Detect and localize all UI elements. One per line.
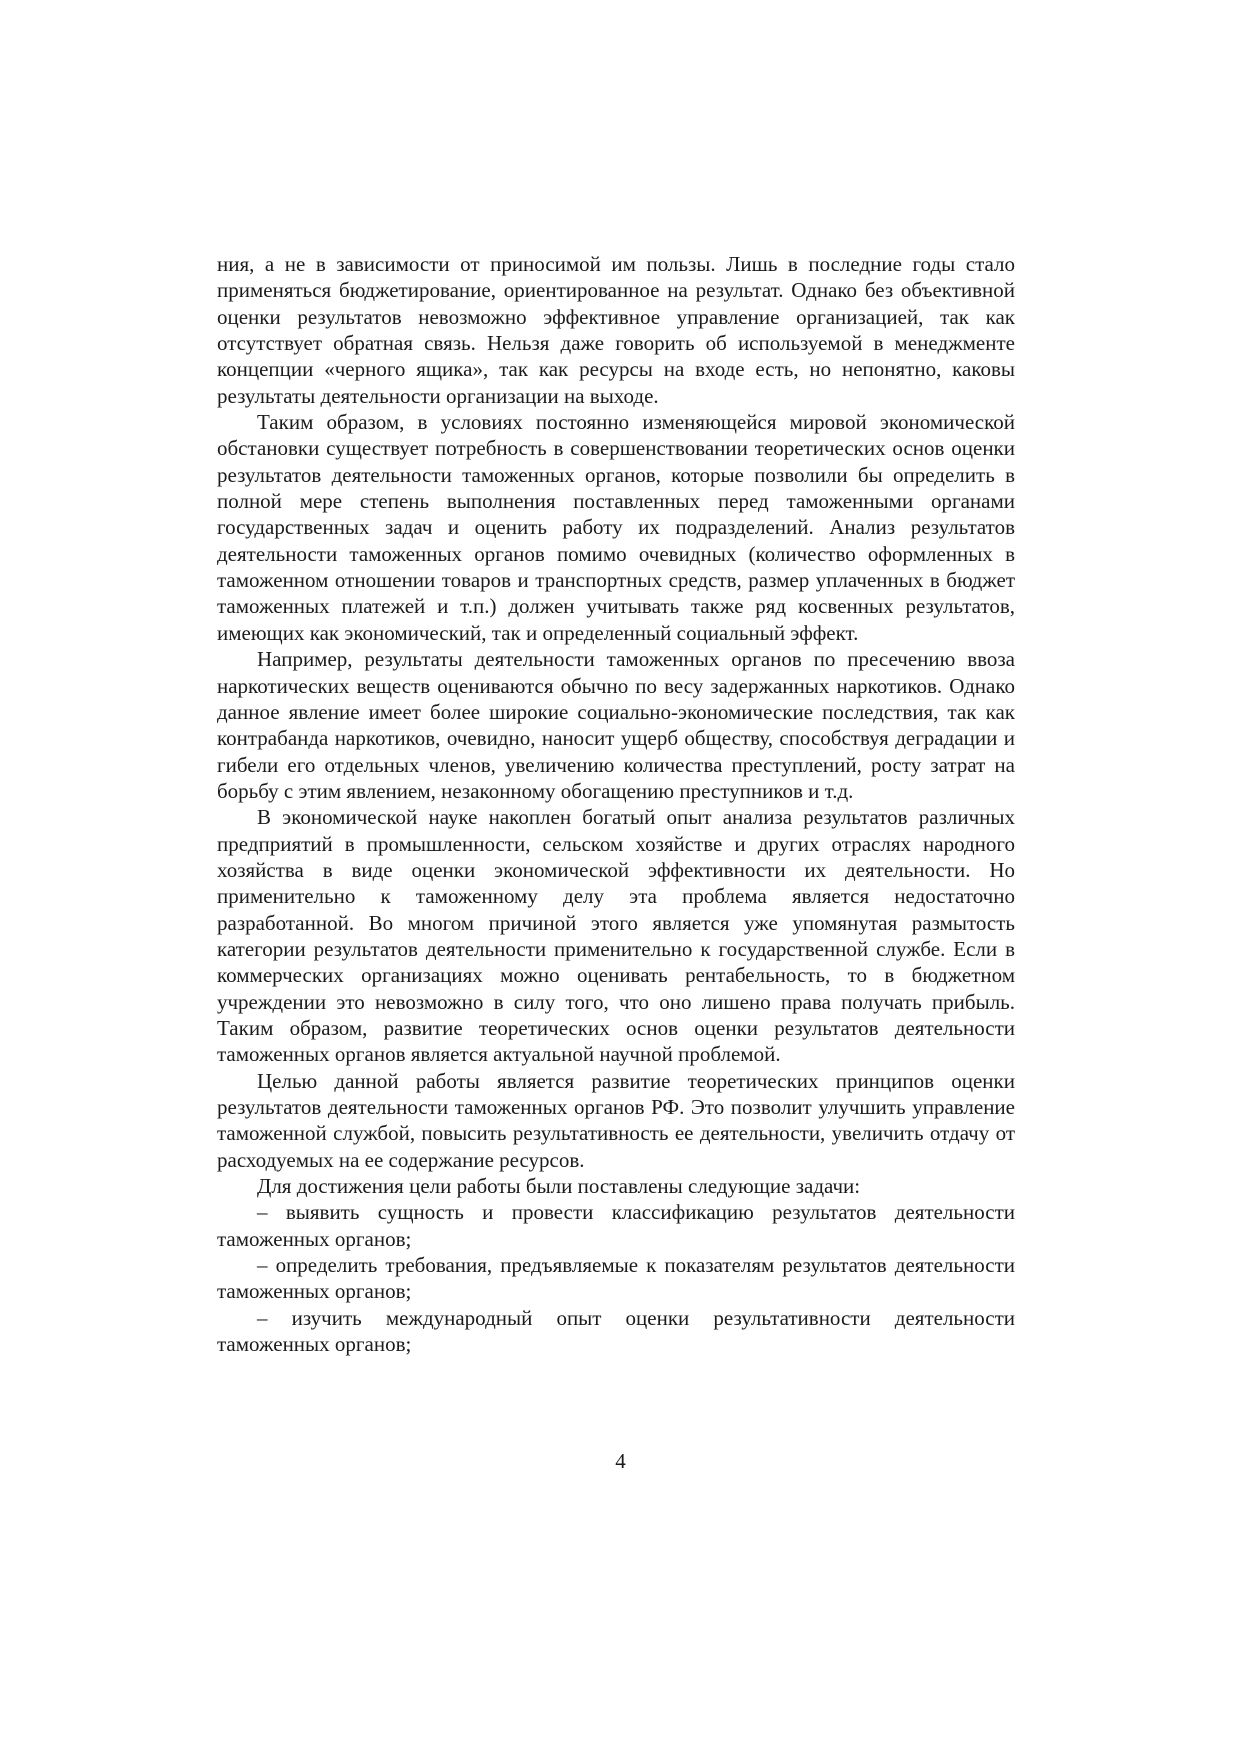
paragraph: Целью данной работы является развитие теоретических принципов оценки результатов деятельности таможенных органов РФ. Это позволит улучшить управление таможенной службой, повысить результативность ее деятельности, увеличить отдачу от расходуемых на ее содержание ресурсов.: [217, 1068, 1015, 1172]
paragraph: В экономической науке накоплен богатый опыт анализа результатов различных предприятий в промышленности, сельском хозяйстве и других отраслях народного хозяйства в виде оценки экономической эффективности их деятельности. Но применительно к таможенному делу эта проблема является недостаточно разработанной. Во многом причиной этого является уже упомянутая размытость категории результатов деятельности применительно к государственной службе. Если в коммерческих организациях можно оценивать рентабельность, то в бюджетном учреждении это невозможно в силу того, что оно лишено права получать прибыль. Таким образом, развитие теоретических основ оценки результатов деятельности таможенных органов является актуальной научной проблемой.: [217, 805, 1015, 1067]
list-item: – выявить сущность и провести классификацию результатов деятельности таможенных органов;: [217, 1200, 1015, 1251]
paragraph: Таким образом, в условиях постоянно изменяющейся мировой экономической обстановки существует потребность в совершенствовании теоретических основ оценки результатов деятельности таможенных органов, которые позволили бы определить в полной мере степень выполнения поставленных перед таможенными органами государственных задач и оценить работу их подразделений. Анализ результатов деятельности таможенных органов помимо очевидных (количество оформленных в таможенном отношении товаров и транспортных средств, размер уплаченных в бюджет таможенных платежей и т.п.) должен учитывать также ряд косвенных результатов, имеющих как экономический, так и определенный социальный эффект.: [217, 410, 1015, 645]
paragraph: Например, результаты деятельности таможенных органов по пресечению ввоза наркотических веществ оцениваются обычно по весу задержанных наркотиков. Однако данное явление имеет более широкие социально-экономические последствия, так как контрабанда наркотиков, очевидно, наносит ущерб обществу, способствуя деградации и гибели его отдельных членов, увеличению количества преступлений, росту затрат на борьбу с этим явлением, незаконному обогащению преступников и т.д.: [217, 647, 1015, 803]
list-item: – изучить международный опыт оценки результативности деятельности таможенных органов;: [217, 1305, 1015, 1357]
paragraph: ния, а не в зависимости от приносимой им пользы. Лишь в последние годы стало применяться бюджетирование, ориентированное на результат. Однако без объективной оценки результатов невозможно эффективное управление организацией, так как отсутствует обратная связь. Нельзя даже говорить об используемой в менеджменте концепции «черного ящика», так как ресурсы на входе есть, но непонятно, каковы результаты деятельности организации на выходе.: [217, 252, 1015, 408]
page-body: [217, 251, 1015, 1357]
page-number: 4: [615, 1449, 626, 1473]
paragraph: Для достижения цели работы были поставлены следующие задачи:: [257, 1174, 861, 1199]
list-item: – определить требования, предъявляемые к показателям результатов деятельности таможенных органов;: [217, 1253, 1015, 1304]
